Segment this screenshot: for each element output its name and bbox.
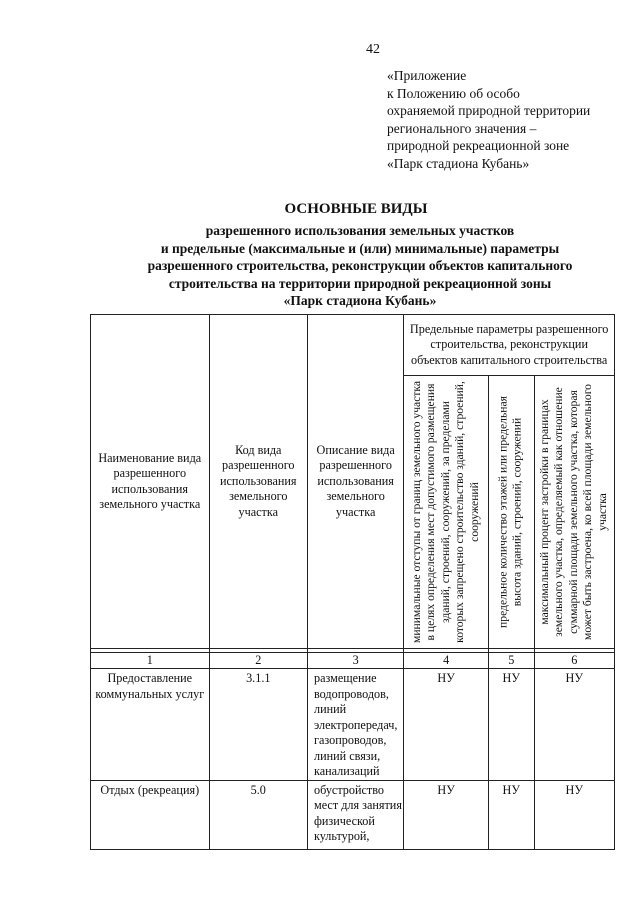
column-number: 5 (488, 653, 534, 669)
appendix-line: к Положению об особо (387, 85, 520, 101)
land-use-name: Предоставление коммунальных услуг (91, 669, 210, 781)
column-header-code: Код вида разрешенного использования земельного участка (209, 315, 307, 649)
appendix-line: охраняемой природной территории (387, 103, 591, 118)
subtitle-line: строительства на территории природной рекреационной зоны (168, 275, 552, 291)
column-number: 2 (209, 653, 307, 669)
coverage-value: НУ (534, 780, 615, 849)
appendix-line: регионального значения – (387, 120, 537, 136)
floors-value: НУ (488, 780, 534, 849)
column-number: 3 (307, 653, 403, 669)
land-use-table (90, 314, 615, 850)
document-title: ОСНОВНЫЕ ВИДЫ (284, 201, 428, 217)
appendix-note (387, 67, 590, 172)
subtitle-line: «Парк стадиона Кубань» (283, 293, 437, 309)
land-use-description: обустройство мест для занятия физической культурой, (307, 780, 403, 849)
subtitle-line: разрешенного использования земельных участков (205, 223, 515, 238)
table-row (91, 669, 615, 781)
column-header-coverage (534, 376, 615, 649)
header-row (91, 315, 615, 376)
column-header-name: Наименование вида разрешенного использования земельного участка (91, 315, 210, 649)
coverage-value: НУ (534, 669, 615, 781)
column-header-coverage-text: максимальный процент застройки в границах земельного участка, определяемый как отношение суммарной площади земельного участка, которая может быть застроена, ко всей площади земельного участка (538, 384, 609, 640)
page-number: 42 (366, 42, 380, 57)
column-header-setbacks-text: минимальные отступы от границ земельного участка в целях определения мест допустимого размещения зданий, строений, сооружений, за пределами которых запрещено строительство зданий, строений, сооружений (410, 380, 481, 644)
subtitle-line: и предельные (максимальные и (или) минимальные) параметры (160, 240, 560, 256)
column-number: 1 (91, 653, 210, 669)
appendix-line: «Приложение (387, 68, 467, 83)
column-header-setbacks (404, 376, 489, 649)
subtitle-line: разрешенного строительства, реконструкции объектов капитального (147, 258, 573, 274)
land-use-code: 5.0 (209, 780, 307, 849)
appendix-line: природной рекреационной зоне (387, 138, 570, 153)
setback-value: НУ (404, 780, 489, 849)
land-use-description: размещение водопроводов, линий электропередач, газопроводов, линий связи, канализаций (307, 669, 403, 781)
column-header-description: Описание вида разрешенного использования земельного участка (307, 315, 403, 649)
column-header-floors-text: предельное количество этажей или предельная высота зданий, строений, сооружений (496, 396, 525, 628)
column-number: 6 (534, 653, 615, 669)
setback-value: НУ (404, 669, 489, 781)
table-row (91, 780, 615, 849)
land-use-name: Отдых (рекреация) (91, 780, 210, 849)
column-group-header: Предельные параметры разрешенного строительства, реконструкции объектов капитального строительства (404, 315, 615, 376)
land-use-code: 3.1.1 (209, 669, 307, 781)
column-header-floors (488, 376, 534, 649)
column-number: 4 (404, 653, 489, 669)
appendix-line: «Парк стадиона Кубань» (387, 155, 530, 171)
document-subtitle (80, 222, 640, 310)
floors-value: НУ (488, 669, 534, 781)
column-number-row (91, 653, 615, 669)
